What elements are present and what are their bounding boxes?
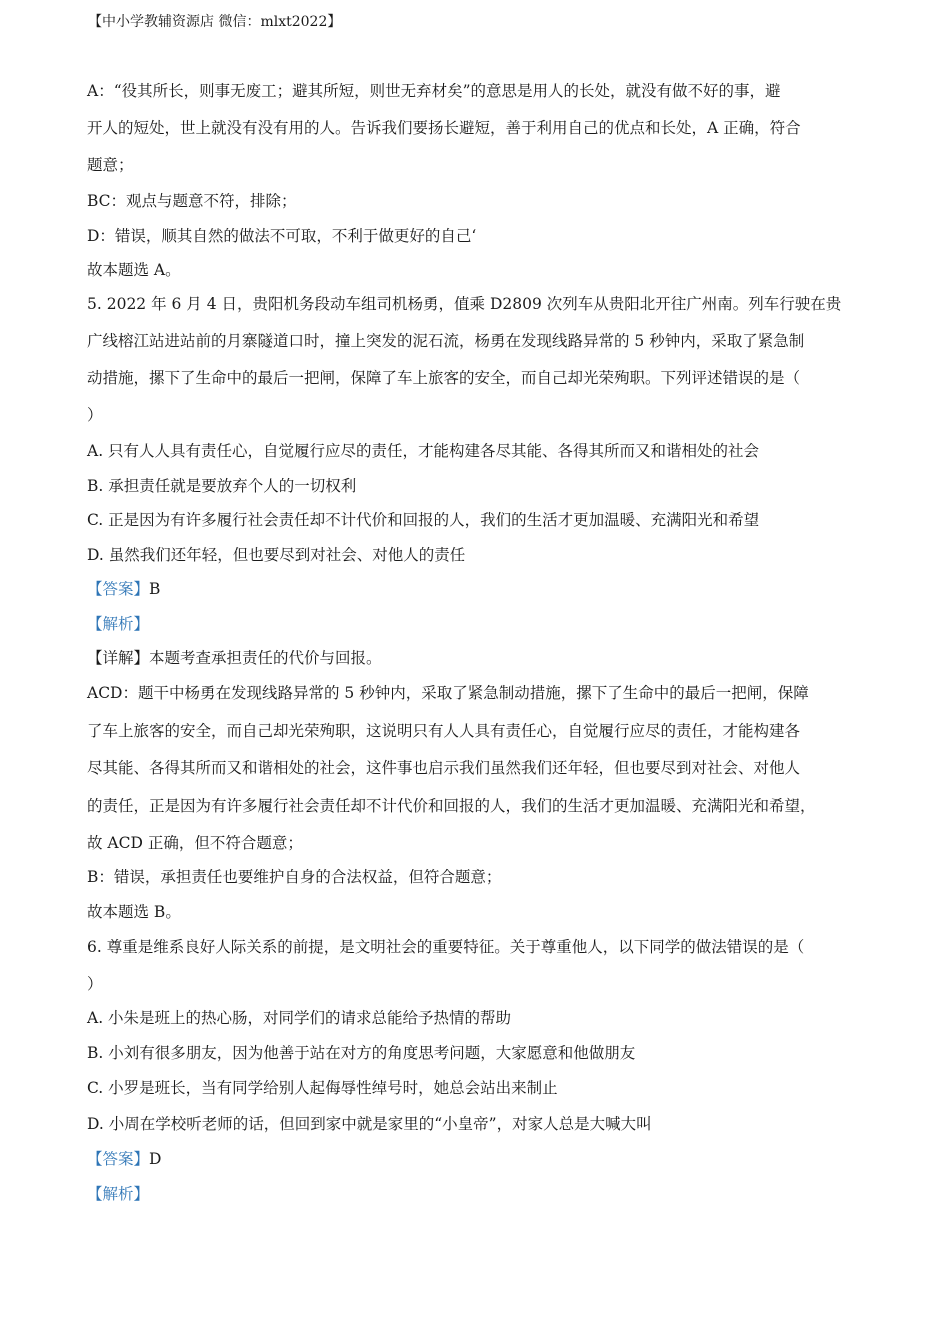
q4-analysis-a xyxy=(87,73,867,184)
option-a: A. 只有人人具有责任心，自觉履行应尽的责任，才能构建各尽其能、各得其所而又和谐相处的社会 xyxy=(87,442,760,460)
text-line: 开人的短处，世上就没有没有用的人。告诉我们要扬长避短，善于利用自己的优点和长处，A 正确，符合 xyxy=(87,119,801,137)
option-d: D. 小周在学校听老师的话，但回到家中就是家里的“小皇帝”，对家人总是大喊大叫 xyxy=(87,1114,652,1133)
text-line: 故本题选 A。 xyxy=(87,261,181,279)
text-line: ACD：题干中杨勇在发现线路异常的 5 秒钟内，采取了紧急制动措施，摞下了生命中的最后一把闸，保障 xyxy=(87,684,809,702)
text-line: 故 ACD 正确，但不符合题意； xyxy=(87,834,303,852)
analysis-line xyxy=(87,607,867,642)
option-c: C. 小罗是班长，当有同学给别人起侮辱性绰号时，她总会站出来制止 xyxy=(87,1079,558,1098)
detail-line: 【详解】本题考查承担责任的代价与回报。 xyxy=(87,649,382,667)
text-line: 尽其能、各得其所而又和谐相处的社会，这件事也启示我们虽然我们还年轻，但也要尽到对社会、对他人 xyxy=(87,759,801,777)
text-line: 5. 2022 年 6 月 4 日，贵阳机务段动车组司机杨勇，值乘 D2809 次列车从贵阳北开往广州南。列车行驶在贵 xyxy=(87,295,842,313)
analysis-tag: 【解析】 xyxy=(87,614,150,633)
option-b: B. 承担责任就是要放弃个人的一切权利 xyxy=(87,476,357,495)
q4-analysis-rest xyxy=(87,184,867,288)
text-line: BC：观点与题意不符，排除； xyxy=(87,192,297,210)
text-line: ） xyxy=(87,406,103,424)
answer-value: B xyxy=(149,580,161,598)
text-line: 故本题选 B。 xyxy=(87,902,181,921)
answer-tag: 【答案】 xyxy=(87,580,150,598)
option-c: C. 正是因为有许多履行社会责任却不计代价和回报的人，我们的生活才更加温暖、充满阳光和希望 xyxy=(87,511,760,529)
answer-value: D xyxy=(149,1149,162,1168)
option-b: B. 小刘有很多朋友，因为他善于站在对方的角度思考问题，大家愿意和他做朋友 xyxy=(87,1044,636,1063)
q6-options xyxy=(87,1001,867,1212)
option-a: A. 小朱是班上的热心肠，对同学们的请求总能给予热情的帮助 xyxy=(87,1009,512,1027)
text-line: 题意； xyxy=(87,156,134,174)
analysis-line xyxy=(87,1177,867,1212)
text-line: B：错误，承担责任也要维护自身的合法权益，但符合题意； xyxy=(87,868,502,886)
q6-stem xyxy=(87,929,867,1003)
text-line: ） xyxy=(87,975,103,993)
q5-acd-analysis xyxy=(87,675,867,863)
text-line: 6. 尊重是维系良好人际关系的前提，是文明社会的重要特征。关于尊重他人，以下同学的做法错误的是（ xyxy=(87,938,805,956)
answer-line xyxy=(87,572,867,607)
text-line: D：错误，顺其自然的做法不可取，不利于做更好的自己‘ xyxy=(87,226,477,245)
q5-b-analysis xyxy=(87,860,867,929)
answer-line xyxy=(87,1142,867,1177)
text-line: 的责任，正是因为有许多履行社会责任却不计代价和回报的人，我们的生活才更加温暖、充满阳光和希望， xyxy=(87,796,816,815)
q5-stem xyxy=(87,286,867,434)
page-header: 【中小学教辅资源店 微信：mlxt2022】 xyxy=(88,14,342,30)
analysis-tag: 【解析】 xyxy=(87,1185,150,1204)
answer-tag: 【答案】 xyxy=(87,1149,150,1168)
text-line: 广线榕江站进站前的月寨隧道口时，撞上突发的泥石流，杨勇在发现线路异常的 5 秒钟内，采取了紧急制 xyxy=(87,332,805,350)
q5-options xyxy=(87,434,867,676)
text-line: A：“役其所长，则事无废工；避其所短，则世无弃材矣”的意思是用人的长处，就没有做不好的事，避 xyxy=(87,82,781,100)
text-line: 动措施，摞下了生命中的最后一把闸，保障了车上旅客的安全，而自己却光荣殉职。下列评述错误的是（ xyxy=(87,369,801,387)
text-line: 了车上旅客的安全，而自己却光荣殉职，这说明只有人人具有责任心，自觉履行应尽的责任，才能构建各 xyxy=(87,721,801,740)
option-d: D. 虽然我们还年轻，但也要尽到对社会、对他人的责任 xyxy=(87,545,466,564)
